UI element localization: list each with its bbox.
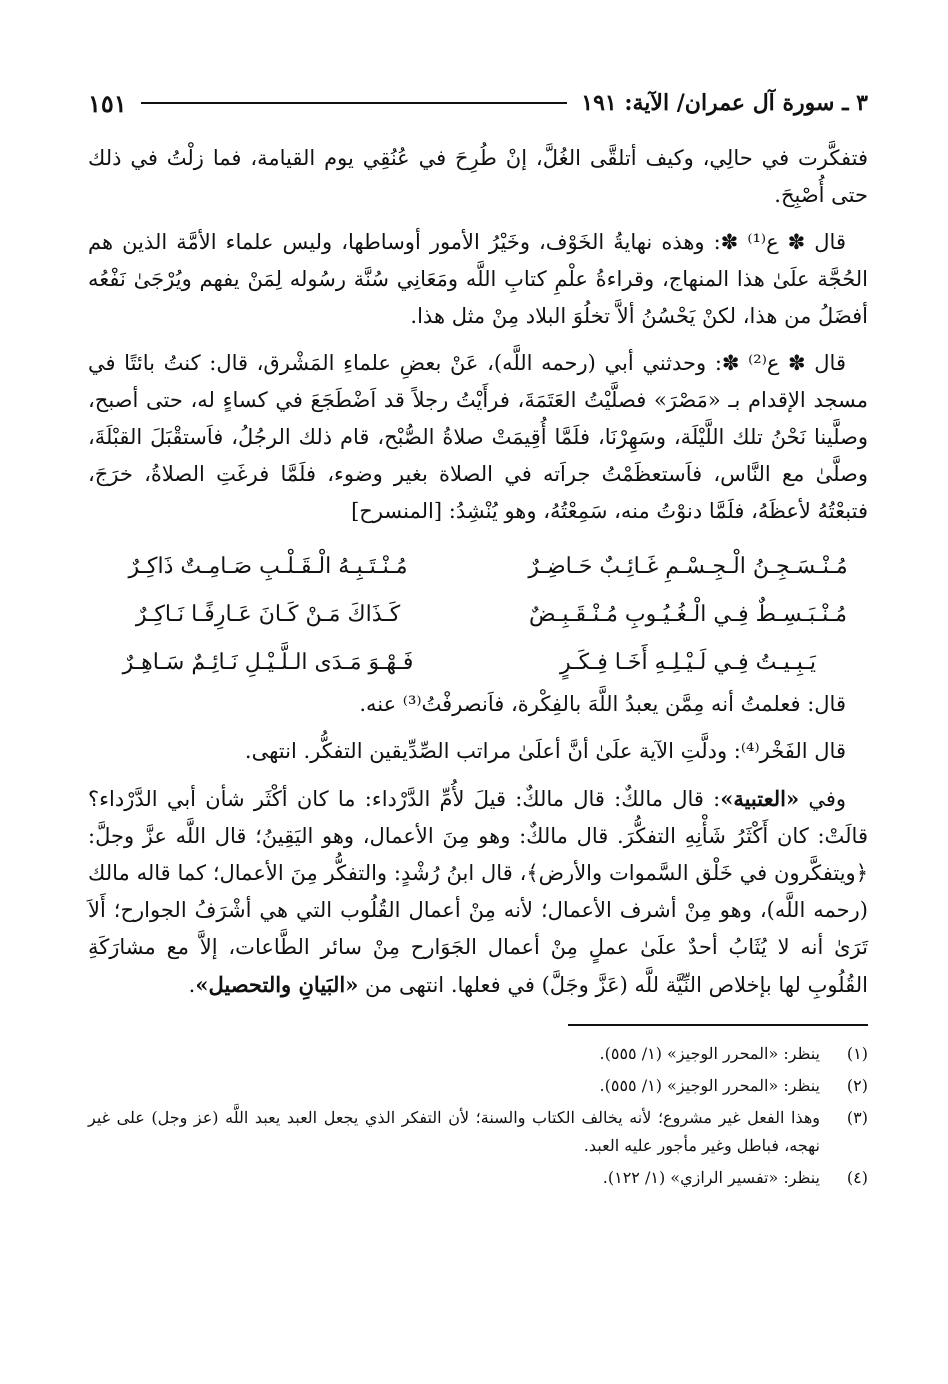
footnote-text: وهذا الفعل غير مشروع؛ لأنه يخالف الكتاب والسنة؛ لأن التفكر الذي يجعل العبد يعبد اللَّه (عز وجل) على غير نهجه، فباطل وغير مأجور عليه العبد. <box>88 1108 820 1155</box>
chapter-title: ٣ ـ سورة آل عمران/ الآية: ١٩١ <box>581 90 868 116</box>
paragraph-3-text: قال ✽ ع⁽²⁾ ✽: وحدثني أبي (رحمه اللَّه)، عَنْ بعضِ علماءِ المَشْرق، قال: كنتُ بائتًا في مسجد الإقدام بـ «مَصْرَ» فصلَّيْتُ العَتَمَةَ، فرأَيْتُ رجلاً قد اَضْطَجَعَ في كساءٍ له، حتى أصبح، وصلَّينا نَحْنُ تلك اللَّيْلَة، وسَهِرْنَا، فلَمَّا أُقِيمَتْ صلاةُ الصُّبْح، قام ذلك الرجُلُ، فاَستقْبَلَ القبْلَةَ، وصلَّىٰ مع النَّاس، فاَستعظَمْتُ جراَته في الصلاة بغير وضوء، فلَمَّا فرغَتِ الصلاةُ، خرَجَ، فتبعْتُهُ لأعظَهُ، فلَمَّا دنوْتُ منه، سَمِعْتُهُ، وهو يُنْشِدُ: <box>88 351 868 523</box>
book-title-bayan: «البَيانِ والتحصيل» <box>195 972 359 997</box>
footnote <box>88 1104 868 1160</box>
footnote-text: ينظر: «المحرر الوجيز» (١/ ٥٥٥). <box>599 1044 820 1063</box>
footnote-number: (٢) <box>846 1076 868 1095</box>
running-head <box>88 84 868 122</box>
paragraph-6-middle: : قال مالكٌ: قال مالكٌ: قيلَ لأُمِّ الدَّرْداء: ما كان أكْثَر شأن أبي الدَّرْداء؟ قالَتْ: كان أَكْثَرُ شَأْنِهِ التفكُّرَ. قال مالكٌ: وهو مِنَ الأعمال، وهو اليَقِينُ؛ قال اللَّه عزَّ وجلَّ: ﴿ويتفكَّرون في خَلْق السَّموات والأرض﴾، قال ابنُ رُشْدٍ: والتفكُّر مِنَ الأعمال؛ كما قاله مالك (رحمه اللَّه)، وهو مِنْ أشرف الأعمال؛ لأنه مِنْ أعمال القُلُوب التي هي أشْرَفُ الجوارح؛ أَلاَ تَرَىٰ أنه لا يُثَابُ أحدٌ علَىٰ عملٍ مِنْ أعمال الجَوَارح مِنْ سائر الطَّاعات، إلاَّ مع مشارَكَةِ القُلُوبِ لها بإخلاص النِّيَّة للَّه (عَزَّ وجَلَّ) في فعلها. انتهى من <box>88 787 868 997</box>
paragraph-4: قال: فعلمتُ أنه مِمَّن يعبدُ اللَّهَ بالفِكْرة، فاَنصرفْتُ⁽³⁾ عنه. <box>359 692 846 716</box>
paragraph-1: فتفكَّرت في حالِي، وكيف أتلقَّى الغُلَّ، إنْ طُرِحَ في عُنُقِي يوم القيامة، فما زلْتُ في ذلك حتى أُصْبِحَ. <box>88 146 868 207</box>
poem-hemistich-left: فَـهْـوَ مَـدَى الـلَّـيْـلِ نَـائِـمٌ سَـاهِـرٌ <box>122 649 414 675</box>
footnote-number: (١) <box>846 1044 868 1063</box>
poem-hemistich-right: مُـنْـسَـجِـنُ الْـجِـسْـمِ غَـائِـبٌ حَـاضِـرٌ <box>528 553 848 579</box>
paragraph-6-start: وفي <box>799 787 846 811</box>
page-number: ١٥١ <box>88 88 127 118</box>
footnote <box>88 1072 868 1100</box>
poem-hemistich-left: كَـذَاكَ مَـنْ كَـانَ عَـارِفًـا نَـاكِـرٌ <box>135 601 401 627</box>
book-page <box>88 84 868 1196</box>
header-rule <box>141 102 568 104</box>
poem-line <box>88 638 868 686</box>
footnote-number: (٤) <box>846 1168 868 1187</box>
paragraph-3 <box>88 345 868 530</box>
poem-line <box>88 590 868 638</box>
footnote <box>88 1040 868 1068</box>
paragraph-6 <box>88 780 868 1004</box>
book-title-utbiyya: «العتبية» <box>720 786 800 811</box>
footnote-rule <box>568 1024 868 1026</box>
footnote <box>88 1164 868 1192</box>
meter-label: [المنسرح] <box>351 499 443 523</box>
footnote-number: (٣) <box>846 1108 868 1127</box>
footnotes <box>88 1024 868 1192</box>
poem-hemistich-right: يَـبِـيـتُ فِـي لَـيْـلِـهِ أَخَـا فِـكَـرٍ <box>560 649 816 675</box>
paragraph-6-end: . <box>188 973 196 997</box>
footnote-text: ينظر: «تفسير الرازي» (١/ ١٢٢). <box>602 1168 820 1187</box>
poem-hemistich-right: مُـنْـبَـسِـطٌ فِـي الْـغُـيُـوبِ مُـنْـقَـبِـضٌ <box>528 601 848 627</box>
poem-line <box>88 542 868 590</box>
poem-hemistich-left: مُـنْـتَـبِـهُ الْـقَـلْـبِ صَـامِـتٌ ذَاكِـرٌ <box>128 553 408 579</box>
poem <box>88 542 868 686</box>
paragraph-5: قال الفَخْر⁽⁴⁾: ودلَّتِ الآية علَىٰ أنَّ أعلَىٰ مراتب الصِّدِّيقين التفكُّر. انتهى. <box>244 739 846 763</box>
footnote-text: ينظر: «المحرر الوجيز» (١/ ٥٥٥). <box>599 1076 820 1095</box>
paragraph-2: قال ✽ ع⁽¹⁾ ✽: وهذه نهايةُ الخَوْف، وخَيْرُ الأمور أوساطها، وليس علماء الأمَّة الذين هم الحُجَّة علَىٰ هذا المنهاج، وقراءةُ علْمِ كتابِ اللَّه ومَعَانِي سُنَّة رسُوله لِمَنْ يفهم ويُرْجَىٰ نَفْعُه أفضَلُ من هذا، لكنْ يَحْسُنُ ألاَّ تخلُوَ البلاد مِنْ مثل هذا. <box>88 230 868 328</box>
